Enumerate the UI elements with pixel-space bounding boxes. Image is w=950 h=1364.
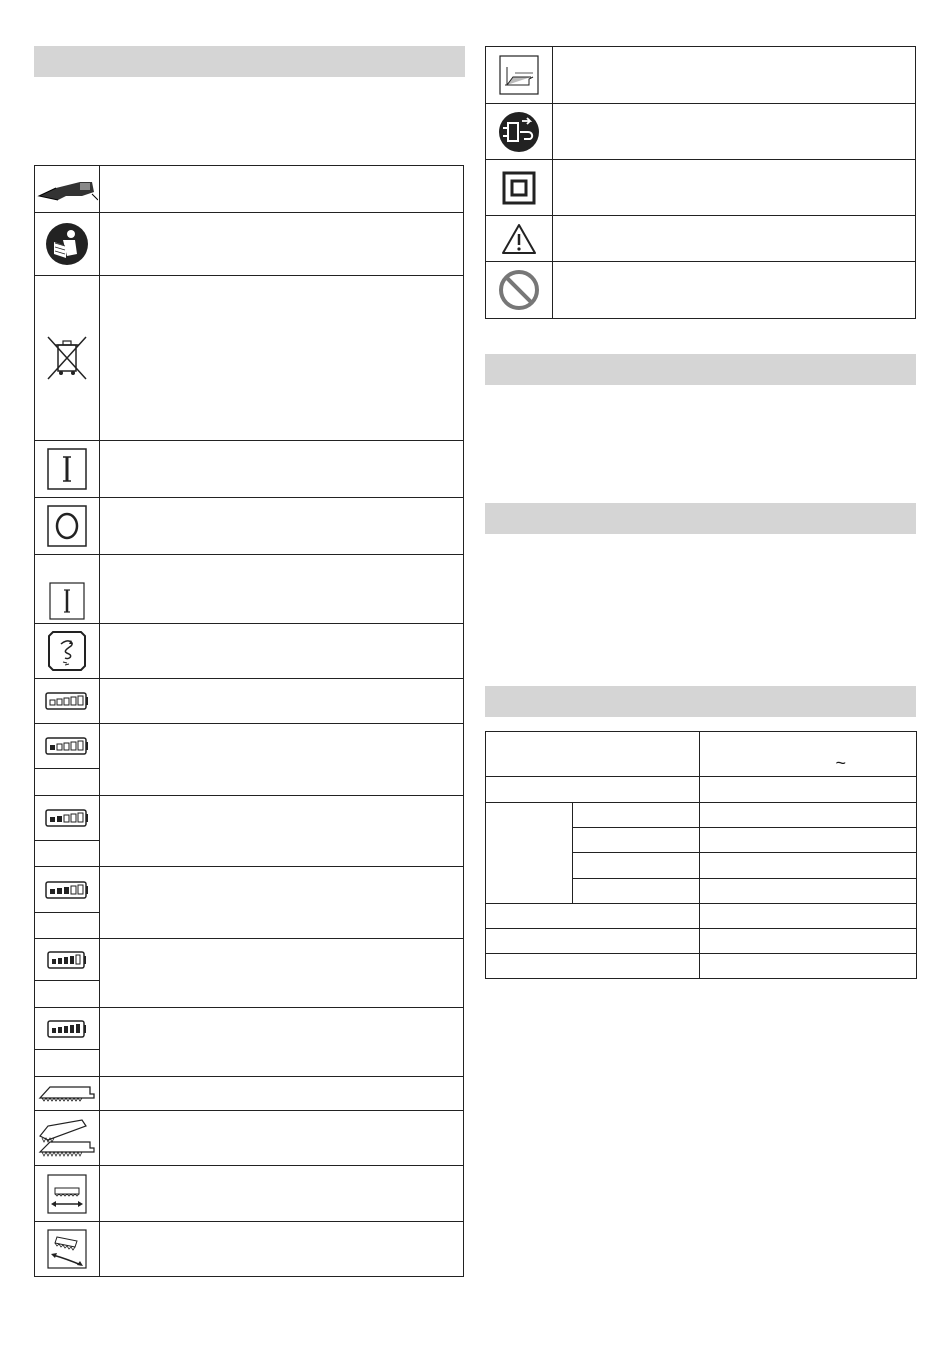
symbol-cell bbox=[35, 1111, 100, 1166]
orbital-cut-icon bbox=[47, 1229, 87, 1269]
specifications-table bbox=[485, 731, 917, 979]
battery-level-icon bbox=[47, 1019, 87, 1039]
spec-sublabel-cell bbox=[573, 803, 700, 828]
symbols-table-left bbox=[34, 165, 464, 1277]
symbols-table-right bbox=[485, 46, 916, 319]
symbol-cell bbox=[486, 104, 553, 160]
symbol-description bbox=[553, 160, 916, 216]
symbol-cell bbox=[486, 160, 553, 216]
symbol-description bbox=[100, 624, 464, 679]
symbol-description bbox=[100, 166, 464, 213]
symbol-cell bbox=[35, 724, 100, 769]
symbol-cell bbox=[35, 769, 100, 796]
symbol-cell bbox=[35, 498, 100, 555]
symbol-description bbox=[553, 104, 916, 160]
symbol-description bbox=[553, 47, 916, 104]
spec-sublabel-cell bbox=[573, 879, 700, 904]
battery-level-icon bbox=[45, 736, 89, 756]
section-header-bar-general bbox=[34, 46, 465, 77]
symbol-cell bbox=[35, 867, 100, 913]
symbol-cell bbox=[35, 981, 100, 1008]
spec-sublabel-cell bbox=[573, 828, 700, 853]
symbol-description bbox=[100, 939, 464, 1008]
symbol-cell bbox=[486, 216, 553, 262]
spec-label-cell bbox=[486, 777, 700, 803]
battery-level-icon bbox=[45, 880, 89, 900]
symbol-description bbox=[100, 1111, 464, 1166]
symbol-cell bbox=[35, 796, 100, 841]
symbol-description bbox=[100, 441, 464, 498]
saw-blade-icon bbox=[38, 1084, 96, 1102]
symbol-description bbox=[100, 1008, 464, 1077]
symbol-cell bbox=[35, 276, 100, 441]
symbol-description bbox=[100, 796, 464, 867]
symbol-cell bbox=[35, 1008, 100, 1050]
double-insulation-icon bbox=[502, 171, 536, 205]
cutting-depth-icon bbox=[499, 55, 539, 95]
symbol-cell bbox=[35, 213, 100, 276]
symbol-cell bbox=[35, 841, 100, 867]
switch-off-icon bbox=[47, 505, 87, 547]
symbol-cell bbox=[35, 1050, 100, 1077]
spec-value-cell bbox=[700, 828, 917, 853]
symbol-description bbox=[553, 216, 916, 262]
symbol-description bbox=[100, 213, 464, 276]
spec-value-cell bbox=[700, 803, 917, 828]
straight-cut-icon bbox=[47, 1174, 87, 1214]
double-blade-icon bbox=[38, 1118, 96, 1158]
symbol-cell bbox=[35, 441, 100, 498]
weee-crossed-bin-icon bbox=[46, 335, 88, 381]
spec-value-cell bbox=[700, 954, 917, 979]
symbol-description bbox=[100, 724, 464, 796]
section-header-bar-specifications bbox=[485, 686, 916, 717]
symbol-cell bbox=[486, 262, 553, 319]
spec-value-cell bbox=[700, 853, 917, 879]
symbol-description bbox=[100, 1222, 464, 1277]
spec-label-cell bbox=[486, 954, 700, 979]
battery-level-icon bbox=[45, 691, 89, 711]
symbol-cell bbox=[35, 679, 100, 724]
spec-group-label-cell bbox=[486, 803, 573, 904]
section-header-bar-intended-use bbox=[485, 354, 916, 385]
spec-value-cell bbox=[700, 879, 917, 904]
spec-label-cell bbox=[486, 732, 700, 777]
orbital-action-icon bbox=[47, 630, 87, 672]
spec-label-cell bbox=[486, 929, 700, 954]
symbol-description bbox=[100, 1166, 464, 1222]
switch-on-icon bbox=[47, 448, 87, 490]
symbol-cell bbox=[35, 555, 100, 624]
reciprocating-saw-icon bbox=[36, 174, 98, 204]
symbol-description bbox=[100, 1077, 464, 1111]
spec-sublabel-cell bbox=[573, 853, 700, 879]
spec-value-cell bbox=[700, 904, 917, 929]
symbol-description bbox=[100, 679, 464, 724]
lock-on-icon bbox=[49, 582, 85, 620]
warning-triangle-icon bbox=[501, 223, 537, 255]
symbol-cell bbox=[35, 1077, 100, 1111]
symbol-cell bbox=[486, 47, 553, 104]
spec-label-cell bbox=[486, 904, 700, 929]
section-header-bar-power-supply bbox=[485, 503, 916, 534]
ac-tilde: ~ bbox=[835, 752, 846, 773]
battery-level-icon bbox=[47, 950, 87, 970]
spec-value-cell bbox=[700, 732, 917, 777]
read-manual-icon bbox=[45, 222, 89, 266]
unplug-icon bbox=[498, 111, 540, 153]
symbol-cell bbox=[35, 939, 100, 981]
symbol-cell bbox=[35, 913, 100, 939]
symbol-cell bbox=[35, 624, 100, 679]
spec-value-cell bbox=[700, 929, 917, 954]
symbol-description bbox=[100, 555, 464, 624]
symbol-cell bbox=[35, 1166, 100, 1222]
symbol-description bbox=[100, 498, 464, 555]
prohibition-icon bbox=[497, 268, 541, 312]
symbol-description bbox=[553, 262, 916, 319]
symbol-cell bbox=[35, 1222, 100, 1277]
spec-value-cell bbox=[700, 777, 917, 803]
symbol-cell bbox=[35, 166, 100, 213]
symbol-description bbox=[100, 867, 464, 939]
battery-level-icon bbox=[45, 808, 89, 828]
symbol-description bbox=[100, 276, 464, 441]
